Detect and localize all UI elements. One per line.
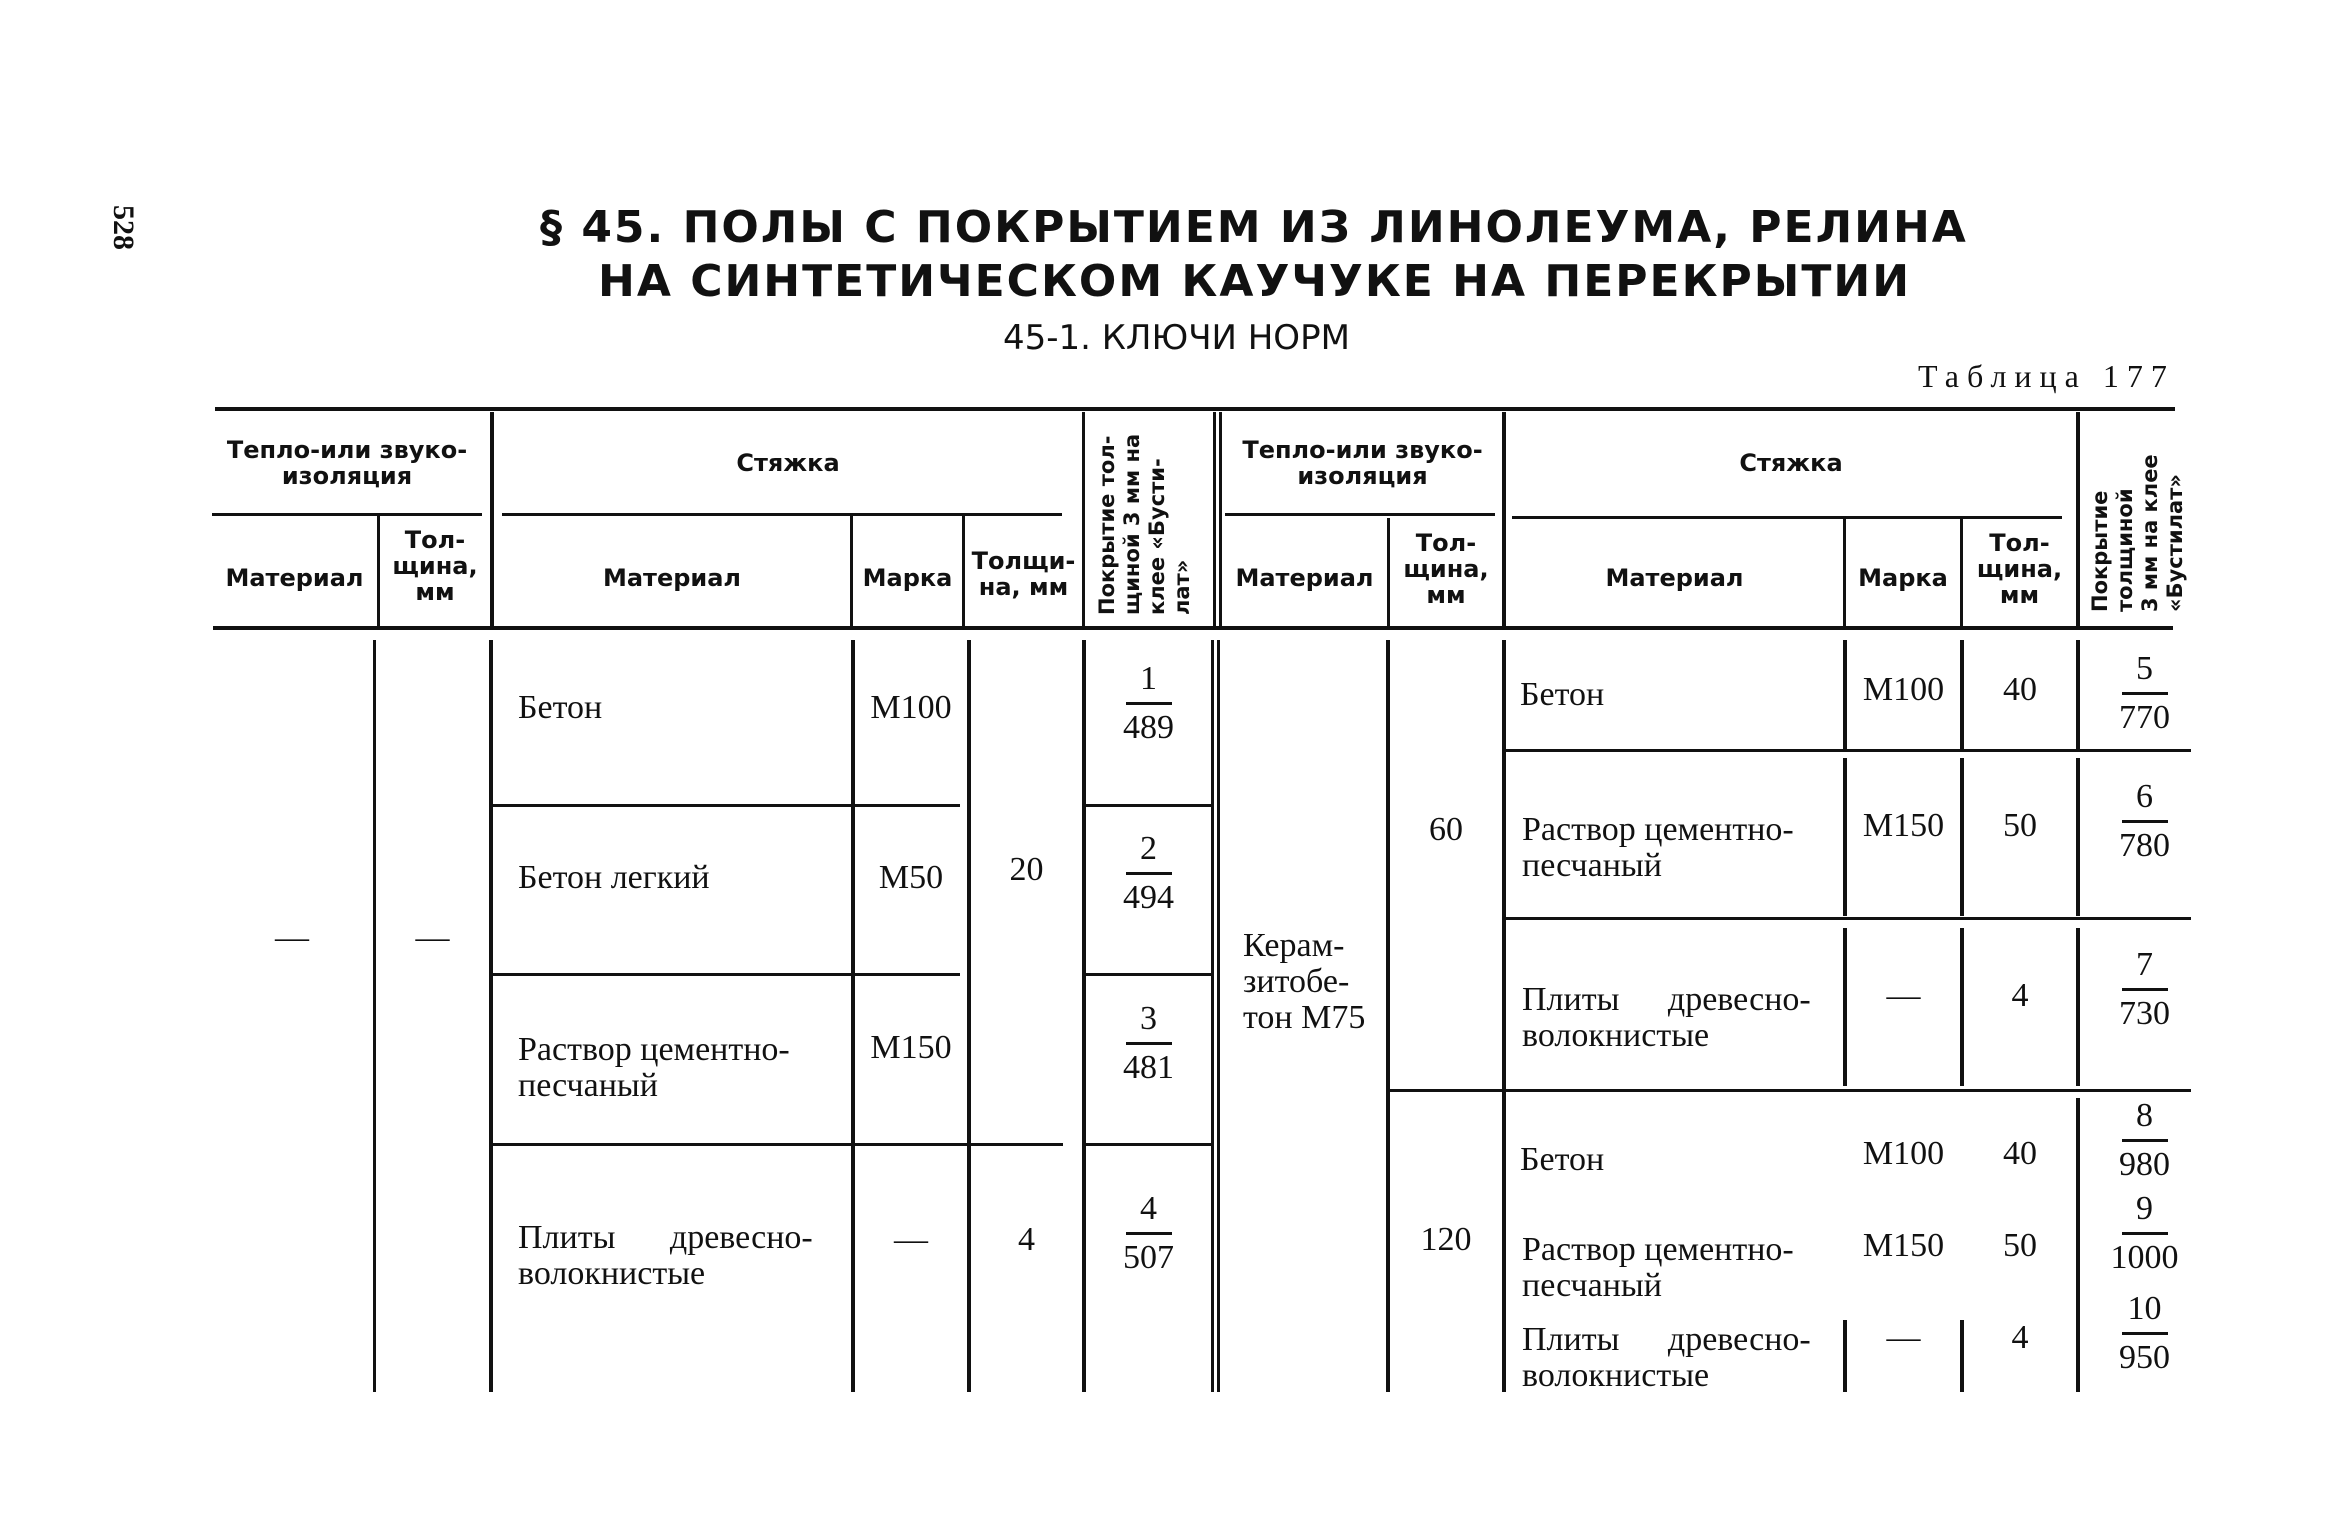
header-screed-thickness: Толщи- на, мм	[971, 547, 1076, 601]
subtitle: 45-1. КЛЮЧИ НОРМ	[1003, 318, 1350, 358]
rule	[212, 513, 482, 516]
rule	[1219, 412, 1222, 628]
right-row-3-material: Плиты древесно-	[1522, 981, 1811, 1018]
page-number: 528	[107, 205, 140, 250]
right-row-3-grade: —	[1886, 977, 1921, 1014]
right-row-1-thickness: 40	[2003, 671, 2037, 708]
right-row-5-thickness: 50	[2003, 1227, 2037, 1264]
rule	[1225, 513, 1495, 516]
header-screed-right: Стяжка	[1739, 449, 1843, 477]
right-row-1-grade: M100	[1862, 671, 1945, 708]
left-row-1-material: Бетон	[518, 689, 603, 726]
rule	[2076, 928, 2080, 1086]
right-row-2-thickness: 50	[2003, 807, 2037, 844]
header-grade: Марка	[862, 564, 953, 592]
left-ins-material: —	[275, 919, 309, 956]
right-row-6-grade: —	[1886, 1319, 1921, 1356]
left-row-3-material: Раствор цементно-	[518, 1031, 790, 1068]
header-coating-left: Покрытие тол- щиной 3 мм на клее «Бусти- лат»	[1095, 433, 1194, 615]
rule	[493, 1143, 1063, 1146]
rule	[490, 412, 494, 628]
header-coating-right: Покрытие толщиной 3 мм на клее «Бустилат»	[2088, 454, 2187, 612]
left-thickness-4: 4	[1018, 1221, 1035, 1258]
right-row-6-material: Плиты древесно-	[1522, 1321, 1811, 1358]
rule	[2076, 758, 2080, 916]
rule	[373, 640, 376, 1392]
header-grade-right: Марка	[1858, 564, 1948, 592]
right-row-2-coating: 6 780	[2119, 778, 2170, 864]
header-screed-thickness-right: Тол- щина, мм	[1976, 529, 2063, 609]
rule	[1506, 917, 2191, 920]
top-rule	[215, 407, 2175, 411]
left-row-4-grade: —	[894, 1221, 928, 1258]
right-thickness-60: 60	[1429, 811, 1463, 848]
right-row-4-coating: 8 980	[2119, 1097, 2170, 1183]
left-row-2-grade: M50	[878, 859, 944, 896]
right-row-3-material-cont: волокнистые	[1522, 1017, 1710, 1054]
rule	[2076, 1098, 2080, 1392]
rule	[1082, 412, 1085, 628]
table-label: Таблица 177	[1918, 358, 2175, 394]
right-row-5-coating: 9 1000	[2110, 1190, 2179, 1276]
right-row-1-coating: 5 770	[2119, 650, 2170, 736]
left-ins-thickness: —	[415, 919, 450, 956]
rule	[1502, 640, 1506, 1392]
header-screed-material-right: Материал	[1605, 564, 1744, 592]
header-screed-material: Материал	[602, 564, 742, 592]
rule	[1086, 1143, 1211, 1146]
rule	[967, 640, 971, 1392]
right-row-5-grade: M150	[1862, 1227, 1945, 1264]
right-row-6-coating: 10 950	[2119, 1290, 2170, 1376]
rule	[2076, 640, 2080, 752]
rule	[502, 513, 1062, 516]
header-insulation: Тепло-или звуко- изоляция	[226, 436, 468, 490]
header-bottom-rule	[213, 626, 2173, 630]
rule	[1086, 804, 1211, 807]
rule	[1502, 412, 1506, 628]
right-row-3-thickness: 4	[2011, 977, 2029, 1014]
left-row-2-material: Бетон легкий	[518, 859, 710, 896]
title-line-1: § 45. ПОЛЫ С ПОКРЫТИЕМ ИЗ ЛИНОЛЕУМА, РЕЛИНА	[540, 202, 1968, 253]
header-screed: Стяжка	[736, 449, 840, 477]
rule	[493, 804, 960, 807]
rule	[493, 973, 960, 976]
left-row-2-coating: 2 494	[1123, 830, 1174, 916]
header-insulation-right: Тепло-или звуко- изоляция	[1242, 436, 1483, 490]
right-ins-material: Керам- зитобе- тон M75	[1243, 927, 1366, 1036]
header-ins-thickness-right: Тол- щина, мм	[1403, 529, 1489, 609]
rule	[1386, 640, 1390, 1392]
right-row-6-material-cont: волокнистые	[1522, 1357, 1710, 1394]
rule	[1211, 640, 1214, 1392]
rule	[1390, 1089, 2191, 1092]
left-row-3-material-cont: песчаный	[518, 1067, 658, 1104]
right-row-3-coating: 7 730	[2119, 946, 2170, 1032]
left-row-3-coating: 3 481	[1123, 1000, 1174, 1086]
right-row-5-material-cont: песчаный	[1522, 1267, 1662, 1304]
rule	[851, 640, 855, 1392]
left-row-1-coating: 1 489	[1123, 660, 1174, 746]
right-row-2-material: Раствор цементно-	[1522, 811, 1794, 848]
right-row-2-material-cont: песчаный	[1522, 847, 1662, 884]
rule	[1506, 749, 2191, 752]
right-thickness-120: 120	[1420, 1221, 1472, 1258]
left-row-4-material-cont: волокнистые	[518, 1255, 706, 1292]
left-row-4-coating: 4 507	[1123, 1190, 1174, 1276]
header-material: Материал	[225, 564, 364, 592]
right-row-4-material: Бетон	[1520, 1141, 1605, 1178]
header-ins-thickness: Тол- щина, мм	[392, 526, 478, 606]
left-row-1-grade: M100	[870, 689, 952, 726]
left-row-4-material: Плиты древесно-	[518, 1219, 813, 1256]
right-row-4-thickness: 40	[2003, 1135, 2037, 1172]
rule	[1213, 412, 1216, 628]
right-row-4-grade: M100	[1862, 1135, 1945, 1172]
right-row-5-material: Раствор цементно-	[1522, 1231, 1794, 1268]
rule	[1086, 973, 1211, 976]
rule	[2076, 412, 2080, 628]
right-row-6-thickness: 4	[2011, 1319, 2029, 1356]
right-row-1-material: Бетон	[1520, 676, 1605, 713]
rule	[1217, 640, 1220, 1392]
left-thickness-20: 20	[1009, 851, 1044, 888]
header-material-right: Материал	[1235, 564, 1374, 592]
left-row-3-grade: M150	[870, 1029, 952, 1066]
right-row-2-grade: M150	[1862, 807, 1945, 844]
rule	[489, 640, 493, 1392]
rule	[1512, 516, 2062, 519]
title-line-2: НА СИНТЕТИЧЕСКОМ КАУЧУКЕ НА ПЕРЕКРЫТИИ	[598, 256, 1912, 307]
